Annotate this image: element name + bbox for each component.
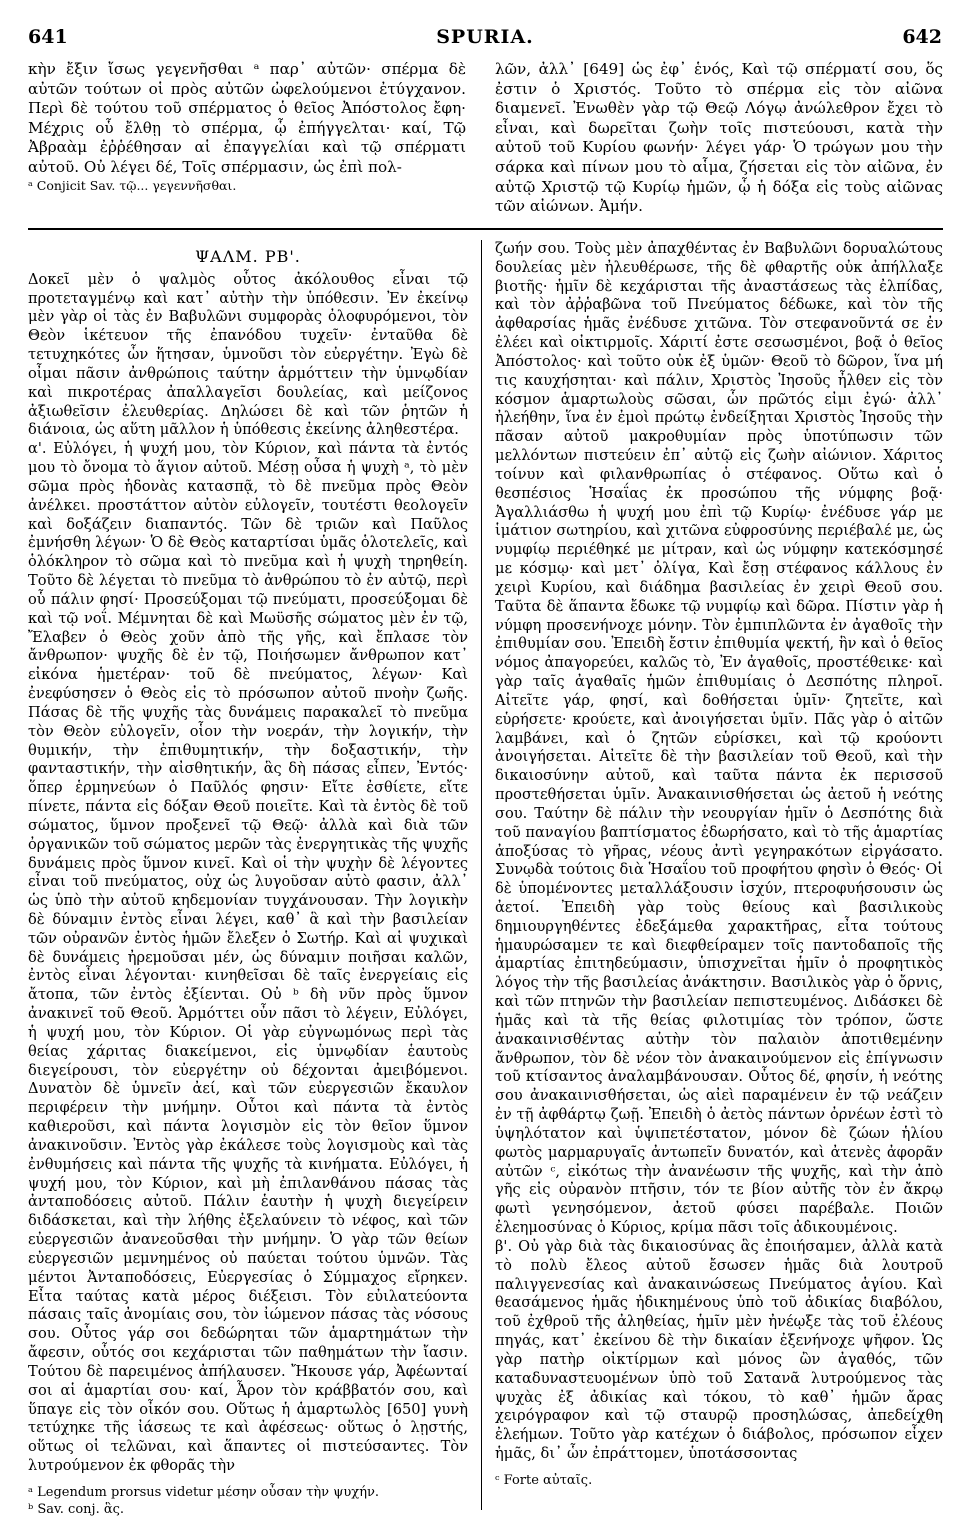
footnote-a: ᵃ Legendum prorsus videtur μέσην οὖσαν τὴν ψυχήν. [28, 1484, 380, 1500]
page-header [28, 26, 942, 56]
psalm-commentary-continued: ζωήν σου. Τοὺς μὲν ἀπαχθέντας ἐν Βαβυλῶνι δορυαλώτους δουλείας μὲν ἠλευθέρωσε, τῆς δὲ φθαρτῆς οὐκ ἀπήλλαξε βιοτῆς· ἡμῖν δὲ κεχάρισται τῆς ἀναστάσεως τὰς ἐλπίδας, καὶ τὸν ἀῤῥαβῶνα τοῦ Πνεύματος δέδωκε, καὶ τὸν τῆς ἀφθαρσίας ἡμᾶς ἐνέδυσε χιτῶνα. Τὸν στεφανοῦντά σε ἐν ἐλέει καὶ οἰκτιρμοῖς. Χάριτί ἐστε σεσωσμένοι, βοᾷ ὁ θεῖος Ἀπόστολος· καὶ τοῦτο οὐκ ἐξ ὑμῶν· Θεοῦ τὸ δῶρον, ἵνα μή τις καυχήσηται· καὶ πάλιν, Χριστὸς Ἰησοῦς ἦλθεν εἰς τὸν κόσμον ἁμαρτωλοὺς σῶσαι, ὧν πρῶτός εἰμι ἐγώ· ἀλλ᾽ ἠλεήθην, ἵνα ἐν ἐμοὶ πρώτῳ ἐνδείξηται Χριστὸς Ἰησοῦς τὴν πᾶσαν αὐτοῦ μακροθυμίαν πρὸς ὑποτύπωσιν τῶν μελλόντων πιστεύειν ἐπ᾽ αὐτῷ εἰς ζωὴν αἰώνιον. Χάριτος τοίνυν καὶ φιλανθρωπίας ὁ στέφανος. Οὕτω καὶ ὁ θεσπέσιος Ἡσαΐας ἐκ προσώπου τῆς νύμφης βοᾷ· Ἀγαλλιάσθω ἡ ψυχή μου ἐπὶ τῷ Κυρίῳ· ἐνέδυσε γάρ με ἱμάτιον σωτηρίου, καὶ χιτῶνα εὐφροσύνης περιέβαλέ με, ὡς νυμφίῳ περιέθηκέ με μίτραν, καὶ ὡς νύμφην κατεκόσμησέ με κόσμῳ· καὶ μετ᾽ ὀλίγα, Καὶ ἔσῃ στέφανος κάλλους ἐν χειρὶ Κυρίου, καὶ διάδημα βασιλείας ἐν χειρὶ Θεοῦ σου. Ταῦτα δὲ ἅπαντα ἔδωκε τῷ νυμφίῳ καὶ δῶρα. Πίστιν γὰρ ἡ νύμφη προσενήνοχε μόνην. Τὸν ἐμπιπλῶντα ἐν ἀγαθοῖς τὴν ἐπιθυμίαν σου. Ἐπειδὴ ἔστιν ἐπιθυμία ψεκτή, ἣν καὶ ὁ θεῖος νόμος ἀπαγορεύει, καλῶς τὸ, Ἐν ἀγαθοῖς, προστέθεικε· καὶ γὰρ ταῖς ἀγαθαῖς ἡμῶν ἐπιθυμίαις ὁ Δεσπότης πληροῖ. Αἰτεῖτε γάρ, φησί, καὶ δοθήσεται ὑμῖν· ζητεῖτε, καὶ εὑρήσετε· κρούετε, καὶ ἀνοιγήσεται ὑμῖν. Πᾶς γὰρ ὁ αἰτῶν λαμβάνει, καὶ ὁ ζητῶν εὑρίσκει, καὶ τῷ κρούοντι ἀνοιγήσεται. Αἰτεῖτε δὲ τὴν βασιλείαν τοῦ Θεοῦ, καὶ τὴν δικαιοσύνην αὐτοῦ, καὶ ταῦτα πάντα ἐκ περισσοῦ προστεθήσεται ὑμῖν. Ἀνακαινισθήσεται ὡς ἀετοῦ ἡ νεότης σου. Ταύτην δὲ πάλιν τὴν νεουργίαν ἡμῖν ὁ Δεσπότης διὰ τοῦ παναγίου βαπτίσματος ἐδωρήσατο, καὶ τὸ τῆς ἁμαρτίας ἀποξύσας τὸ γῆρας, νέους ἀντὶ γεγηρακότων εἰργάσατο. Συνῳδὰ τούτοις διὰ Ἡσαΐου τοῦ προφήτου φησὶν ὁ Θεός· Οἱ δὲ ὑπομένοντες μεταλλάξουσιν ἰσχύν, πτεροφυήσουσιν ὡς ἀετοί. Ἐπειδὴ γὰρ τοὺς θείους καὶ βασιλικοὺς δημιουργηθέντες ἐδεξάμεθα χαρακτῆρας, εἶτα τούτους ἡμαυρώσαμεν τε καὶ διεφθείραμεν τοῖς παντοδαποῖς τῆς ἁμαρτίας ἐπιτηδεύμασιν, ὑπισχνεῖται ἡμῖν ὁ προφητικὸς λόγος τὴν τῆς βασιλείας ἀνάκτησιν. Βασιλικὸς γὰρ ὁ ὄρνις, καὶ τῶν πτηνῶν τὴν βασιλείαν πεπιστευμένος. Διδάσκει δὲ ἡμᾶς καὶ τὰ τῆς θείας φιλοτιμίας τὸν τρόπον, ὥστε ἀνακαινισθέντας αὐτὴν τὸν παλαιὸν ἀποτιθεμένην ἄνθρωπον, τὸν δὲ νέον τὸν ἀνακαινούμενον εἰς ἐπίγνωσιν τοῦ κτίσαντος ἀναλαμβάνουσαν. Οὗτος δέ, φησίν, ἡ νεότης σου ἀνακαινισθήσεται, ὡς αἰεὶ παραμένειν ἐν τῷ νεάζειν ἐν τῇ ἀφθάρτῳ ζωῇ. Ἐπειδὴ ὁ ἀετὸς πάντων ὀρνέων ἐστὶ τὸ ὑψηλότατον καὶ ὑψιπετέστατον, μόνον δὲ ζώων ἡλίου φωτὸς μαρμαρυγαῖς ἀντωπεῖν δυνατόν, καὶ ἀτενὲς ἀφορᾶν αὐτῶν ᶜ, εἰκότως τὴν ἀνανέωσιν τῆς ψυχῆς, καὶ τὴν ἀπὸ γῆς εἰς οὐρανὸν πτῆσιν, τόν τε βίον αὐτῆς τὸν ἐν ἄκρῳ φωτὶ γενησόμενον, ἀετοῦ φύσει παρέβαλε. Ποιῶν ἐλεημοσύνας ὁ Κύριος, κρίμα πᾶσι τοῖς ἀδικουμένοις. [495, 240, 943, 1237]
left-page-number: 641 [28, 26, 68, 48]
running-title: SPURIA. [436, 26, 534, 48]
psalm-right-column [495, 240, 943, 1489]
psalm-commentary-beta: β'. Οὐ γὰρ διὰ τὰς δικαιοσύνας ἃς ἐποιήσαμεν, ἀλλὰ κατὰ τὸ πολὺ ἔλεος αὐτοῦ ἔσωσεν ἡμᾶς διὰ λουτροῦ παλιγγενεσίας καὶ ἀνακαινώσεως Πνεύματος ἁγίου. Καὶ θεασάμενος ἡμᾶς ἠδικημένους ὑπὸ τοῦ ἀδικίας διαβόλου, τοῦ ἐχθροῦ τῆς ἀληθείας, ἡμῖν μὲν ἠνέῳξε τὰς τοῦ ἐλέους πηγάς, κατ᾽ ἐκείνου δὲ τὴν δικαίαν ἐξενήνοχε ψῆφον. Ὡς γὰρ πατὴρ οἰκτίρμων καὶ μόνος ὢν ἀγαθός, τῶν καταδυναστευομένων ὑπὸ τοῦ Σατανᾶ λυτρούμενος τὰς ψυχὰς ἐξ ἀδικίας καὶ τόκου, τὸ καθ᾽ ἡμῶν ἄρας χειρόγραφον καὶ τῷ σταυρῷ προσηλώσας, ἀπεδείχθη ἐλεήμων. Τοῦτο γὰρ κατέχων ὁ διάβολος, πρόσωπον εἶχεν ἡμᾶς, δι᾽ ὧν ἐπράττομεν, ὑποτάσσοντας [495, 1237, 943, 1462]
top-left-column [28, 60, 466, 194]
psalm-introduction: Δοκεῖ μὲν ὁ ψαλμὸς οὗτος ἀκόλουθος εἶναι τῷ προτεταγμένῳ καὶ κατ᾽ αὐτὴν τὴν ὑπόθεσιν. Ἐν ἐκείνῳ μὲν γὰρ οἱ τὰς ἐν Βαβυλῶνι συμφορὰς ὀλοφυρόμενοι, τὸν Θεὸν ἱκέτευον τῆς ἐπανόδου τυχεῖν· ἐνταῦθα δὲ τετυχηκότες ὧν ἥτησαν, ὑμνοῦσι τὸν εὐεργέτην. Ἐγὼ δὲ οἶμαι πᾶσιν ἀνθρώποις ταύτην ἁρμόττειν τὴν ὑμνῳδίαν καὶ πικροτέρας ἀπαλλαγεῖσι δουλείας, καὶ μείζονος ἀξιωθεῖσιν ἐλευθερίας. Δηλώσει δὲ καὶ τῶν ῥητῶν ἡ διάνοια, ὡς αὕτη μᾶλλον ἡ ὑπόθεσις ἐκείνης ἀληθεστέρα. [28, 270, 468, 439]
top-left-text: κὴν ἔξιν ἴσως γεγενῆσθαι ᵃ παρ᾽ αὐτῶν· σπέρμα δὲ αὐτῶν τούτων οἱ πρὸς αὐτῶν ὠφελούμενοι ἐτύγχανον. Περὶ δὲ τούτου τοῦ σπέρματος ὁ θεῖος Ἀπόστολος ἔφη· Μέχρις οὗ ἔλθῃ τὸ σπέρμα, ᾧ ἐπήγγελται· καί, Τῷ Ἀβραὰμ ἐῤῥέθησαν αἱ ἐπαγγελίαι καὶ τῷ σπέρματι αὐτοῦ. Οὐ λέγει δέ, Τοῖς σπέρμασιν, ὡς ἐπὶ πολ- [28, 60, 466, 176]
psalm-commentary-alpha: α'. Εὐλόγει, ἡ ψυχή μου, τὸν Κύριον, καὶ πάντα τὰ ἐντός μου τὸ ὄνομα τὸ ἅγιον αὐτοῦ. Μέσῃ οὖσα ἡ ψυχὴ ᵃ, τὸ μὲν σῶμα πρὸς ἡδονὰς κατασπᾷ, τὸ δὲ πνεῦμα πρὸς Θεὸν ἀνέλκει. προστάττον αὐτὸν εὐλογεῖν, τουτέστι θεολογεῖν καὶ δοξάζειν διαπαντός. Τῶν δὲ τριῶν καὶ Παῦλος ἐμνήσθη λέγων· Ὁ δὲ Θεὸς καταρτίσαι ὑμᾶς ὁλοτελεῖς, καὶ ὁλόκληρον τὸ σῶμα καὶ τὸ πνεῦμα καὶ ἡ ψυχὴ τηρηθείη. Τοῦτο δὲ λέγεται τὸ πνεῦμα τὸ ἀνθρώπου τὸ ἐν αὐτῷ, περὶ οὗ πάλιν φησί· Προσεύξομαι τῷ πνεύματι, προσεύξομαι δὲ καὶ τῷ νοΐ. Μέμνηται δὲ καὶ Μωϋσῆς σώματος μὲν ἐν τῷ, Ἔλαβεν ὁ Θεὸς χοῦν ἀπὸ τῆς γῆς, καὶ ἔπλασε τὸν ἄνθρωπον· ψυχῆς δὲ ἐν τῷ, Ποιήσωμεν ἄνθρωπον κατ᾽ εἰκόνα ἡμετέραν· τοῦ δὲ πνεύματος, λέγων· Καὶ ἐνεφύσησεν ὁ Θεὸς εἰς τὸ πρόσωπον αὐτοῦ πνοὴν ζωῆς. Πάσας δὲ τῆς ψυχῆς τὰς δυνάμεις παρακαλεῖ τὸ πνεῦμα τὸν Θεὸν εὐλογεῖν, οἷον τὴν νοεράν, τὴν λογικήν, τὴν θυμικήν, τὴν ἐπιθυμητικήν, τὴν δοξαστικήν, τὴν φανταστικήν, τὴν αἰσθητικήν, ἃς δὴ πάσας εἶπεν, Ἐντός· ὅπερ ἑρμηνεύων ὁ Παῦλός φησιν· Εἴτε ἐσθίετε, εἴτε πίνετε, πάντα εἰς δόξαν Θεοῦ ποιεῖτε. Καὶ τὰ ἐντὸς δὲ τοῦ σώματος, ὕμνον προξενεῖ τῷ Θεῷ· ἀλλὰ καὶ διὰ τῶν ὀργανικῶν τοῦ σώματος μερῶν τὰς ἐνεργητικὰς τῆς ψυχῆς δυνάμεις πρὸς ὕμνον κινεῖ. Καὶ οἱ τὴν ψυχὴν δὲ λέγοντες εἶναι τοῦ πνεύματος, οὐχ ὡς λυγοῦσαν αὐτὸ φασιν, ἀλλ᾽ ὡς ὑπὸ τὴν αὐτοῦ κηδεμονίαν τυγχάνουσαν. Τὴν λογικὴν δὲ δύναμιν ἐντὸς εἶναι λέγει, καθ᾽ ἃ καὶ τὴν βασιλείαν τῶν οὐρανῶν ἐντὸς ἡμῶν ἔλεξεν ὁ Σωτήρ. Καὶ αἱ ψυχικαὶ δὲ δυνάμεις ἠρεμοῦσαι μέν, ὡς δύναμιν ποιῆσαι καλῶν, ἐντὸς εἶναι λέγονται· κινηθεῖσαι δὲ ταῖς ἐνεργείαις εἰς ἄτοπα, τῶν ἐντὸς ἐξίενται. Οὐ ᵇ δὴ νῦν πρὸς ὕμνον ἀνακινεῖ τοῦ Θεοῦ. Ἁρμόττει οὖν πᾶσι τὸ λέγειν, Εὐλόγει, ἡ ψυχή μου, τὸν Κύριον. Οἱ γὰρ εὐγνωμόνως περὶ τὰς θείας χάριτας διακείμενοι, εἰς ὑμνῳδίαν ἑαυτοὺς διεγείρουσι, τὸν εὐεργέτην οὐ δέχονται ἀμειβόμενοι. Δυνατὸν δὲ ὑμνεῖν ἀεί, καὶ τῶν εὐεργεσιῶν ἔκαυλον περιφέρειν τὴν μνήμην. Οὗτοι καὶ πάντα τὰ ἐντὸς καθιεροῦσι, καὶ πάντα λογισμὸν εἰς τὸν θεῖον ὕμνον ἀνακινοῦσιν. Ἐντὸς γὰρ ἐκάλεσε τοὺς λογισμοὺς καὶ τὰς ἐνθυμήσεις καὶ πάντα τῆς ψυχῆς τὰ κινήματα. Εὐλόγει, ἡ ψυχή μου, τὸν Κύριον, καὶ μὴ ἐπιλανθάνου πάσας τὰς ἀνταποδόσεις αὐτοῦ. Πάλιν ἑαυτὴν ἡ ψυχὴ διεγείρειν διδάσκεται, καὶ τὴν λήθης ἐξελαύνειν τὸ νέφος, καὶ τῶν εὐεργεσιῶν ἀνανεοῦσθαι τὴν μνήμην. Ὁ γὰρ τῶν θείων εὐεργεσιῶν μεμνημένος οὐ παύεται τούτου ὑμνῶν. Τὰς μέντοι Ἀνταποδόσεις, Εὐεργεσίας ὁ Σύμμαχος εἴρηκεν. Εἶτα ταύτας κατὰ μέρος διέξεισι. Τὸν εὐιλατεύοντα πάσαις ταῖς ἀνομίαις σου, τὸν ἰώμενον πάσας τὰς νόσους σου. Οὗτος γάρ σοι δεδώρηται τῶν ἁμαρτημάτων τὴν ἄφεσιν, οὗτός σοι κεχάρισται τῶν παθημάτων τὴν ἴασιν. Τούτου δὲ παρειμένος ἀπήλαυσεν. Ἤκουσε γάρ, Ἀφέωνταί σοι αἱ ἁμαρτίαι σου· καί, Ἆρον τὸν κράββατόν σου, καὶ ὕπαγε εἰς τὸν οἶκόν σου. Οὕτως ἡ ἁμαρτωλὸς [650] γυνὴ τετύχηκε τῆς ἰάσεως τε καὶ ἀφέσεως· οὕτως ὁ λῃστής, οὕτως οἱ τελῶναι, καὶ ἅπαντες οἱ πιστεύσαντες. Τὸν λυτρούμενον ἐκ φθορᾶς τὴν [28, 440, 468, 1474]
column-divider [481, 240, 482, 1510]
top-right-column [495, 60, 943, 217]
right-page-number: 642 [902, 26, 942, 48]
footnote-b: ᵇ Sav. conj. ἃς. [28, 1501, 125, 1517]
top-left-footnote: ᵃ Conjicit Sav. τῷ... γεγεννῆσθαι. [28, 177, 237, 193]
section-divider [28, 228, 943, 230]
psalm-left-column [28, 248, 468, 1518]
top-right-text: λῶν, ἀλλ᾽ [649] ὡς ἐφ᾽ ἑνός, Καὶ τῷ σπέρματί σου, ὅς ἐστιν ὁ Χριστός. Τοῦτο τὸ σπέρμα εἰς τὸν αἰῶνα διαμενεῖ. Ἐνωθὲν γὰρ τῷ Θεῷ Λόγῳ ἀνώλεθρον ἔχει τὸ εἶναι, καὶ δωρεῖται ζωὴν τοῖς πιστεύουσι, κατὰ τὴν αὐτοῦ τοῦ Κυρίου φωνήν· λέγει γάρ· Ὁ τρώγων μου τὴν σάρκα καὶ πίνων μου τὸ αἷμα, ζήσεται εἰς τὸν αἰῶνα, ἐν αὐτῷ Χριστῷ τῷ Κυρίῳ ἡμῶν, ᾧ ἡ δόξα εἰς τοὺς αἰῶνας τῶν αἰώνων. Ἀμήν. [495, 60, 943, 216]
footnote-c: ᶜ Forte αὐταῖς. [495, 1472, 593, 1488]
psalm-title: ΨΑΛΜ. ΡΒ'. [195, 247, 301, 266]
